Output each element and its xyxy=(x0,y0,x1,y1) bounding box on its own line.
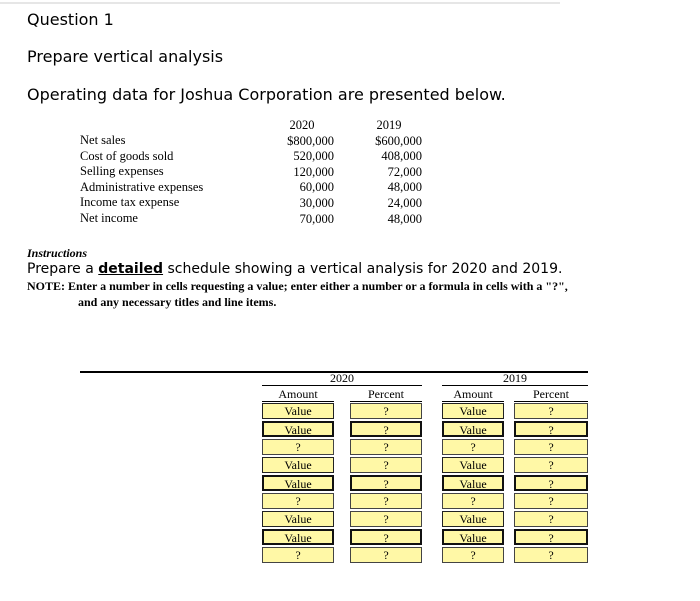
row-label: Net income xyxy=(80,210,138,225)
amount-header-2020: Amount xyxy=(278,387,318,401)
percent-2019-input[interactable]: ? xyxy=(514,493,588,509)
percent-2020-input[interactable]: ? xyxy=(350,529,422,545)
top-divider xyxy=(0,2,560,4)
amount-2020-input[interactable]: Value xyxy=(262,457,334,473)
operating-data-2020-column xyxy=(270,118,334,227)
year-header-2019: 2019 xyxy=(376,118,402,132)
amount-2019-input[interactable]: Value xyxy=(442,457,504,473)
amount-header-2020-underline xyxy=(262,401,334,402)
percent-2020-input[interactable]: ? xyxy=(350,439,422,455)
percent-header-2020-underline xyxy=(350,401,422,402)
percent-2019-input[interactable]: ? xyxy=(514,457,588,473)
instructions-emphasis: detailed xyxy=(98,261,164,277)
question-subtitle: Prepare vertical analysis xyxy=(27,47,224,66)
value-cell: 24,000 xyxy=(387,195,422,210)
value-cell: 120,000 xyxy=(293,164,334,179)
row-label: Selling expenses xyxy=(80,164,164,179)
row-label: Net sales xyxy=(80,133,126,147)
amount-2020-input[interactable]: Value xyxy=(262,475,334,491)
amount-2020-input[interactable]: ? xyxy=(262,547,334,563)
amount-2020-input[interactable]: Value xyxy=(262,403,334,419)
percent-2020-input[interactable]: ? xyxy=(350,493,422,509)
percent-header-2020: Percent xyxy=(368,387,404,401)
percent-2019-input[interactable]: ? xyxy=(514,547,588,563)
note-line-1: NOTE: Enter a number in cells requesting a value; enter either a number or a formula in cells with a "?", xyxy=(27,279,568,293)
instructions-heading: Instructions xyxy=(27,246,88,260)
row-label: Administrative expenses xyxy=(80,179,204,194)
percent-2019-input[interactable]: ? xyxy=(514,475,588,491)
amount-2020-input[interactable]: ? xyxy=(262,439,334,455)
instructions-text-after: schedule showing a vertical analysis for 2020 and 2019. xyxy=(163,261,563,277)
schedule-year-2020: 2020 xyxy=(330,371,354,385)
amount-2019-input[interactable]: Value xyxy=(442,403,504,419)
amount-2019-input[interactable]: Value xyxy=(442,529,504,545)
amount-header-2019: Amount xyxy=(453,387,493,401)
year-2019-underline xyxy=(442,385,588,386)
value-cell: $800,000 xyxy=(287,133,334,148)
percent-2020-input[interactable]: ? xyxy=(350,457,422,473)
year-2020-underline xyxy=(262,385,422,386)
amount-header-2019-underline xyxy=(442,401,504,402)
percent-2019-input[interactable]: ? xyxy=(514,421,588,437)
percent-2019-input[interactable]: ? xyxy=(514,403,588,419)
schedule-year-2019: 2019 xyxy=(503,371,527,385)
amount-2019-input[interactable]: ? xyxy=(442,547,504,563)
percent-header-2019: Percent xyxy=(533,387,569,401)
row-label: Cost of goods sold xyxy=(80,148,174,163)
amount-2019-input[interactable]: Value xyxy=(442,421,504,437)
percent-2020-input[interactable]: ? xyxy=(350,421,422,437)
percent-2019-input[interactable]: ? xyxy=(514,511,588,527)
amount-2020-input[interactable]: Value xyxy=(262,421,334,437)
percent-2020-input[interactable]: ? xyxy=(350,547,422,563)
amount-2019-input[interactable]: Value xyxy=(442,511,504,527)
value-cell: 520,000 xyxy=(293,149,334,164)
row-label: Income tax expense xyxy=(80,195,180,210)
note-line-2: and any necessary titles and line items. xyxy=(78,295,277,309)
intro-text: Operating data for Joshua Corporation are presented below. xyxy=(27,85,506,104)
percent-header-2019-underline xyxy=(514,401,588,402)
value-cell: 48,000 xyxy=(387,211,422,226)
amount-2020-input[interactable]: ? xyxy=(262,493,334,509)
value-cell: 48,000 xyxy=(387,180,422,195)
operating-data-2019-column xyxy=(356,118,422,227)
percent-2020-input[interactable]: ? xyxy=(350,475,422,491)
value-cell: 70,000 xyxy=(299,211,334,226)
instructions-text-before: Prepare a xyxy=(27,261,99,277)
instructions-text xyxy=(27,261,562,277)
amount-2019-input[interactable]: ? xyxy=(442,439,504,455)
value-cell: 408,000 xyxy=(381,149,422,164)
percent-2020-input[interactable]: ? xyxy=(350,511,422,527)
value-cell: $600,000 xyxy=(375,133,422,148)
year-header-2020: 2020 xyxy=(289,118,315,132)
question-title: Question 1 xyxy=(27,10,114,29)
percent-2020-input[interactable]: ? xyxy=(350,403,422,419)
value-cell: 30,000 xyxy=(299,195,334,210)
amount-2019-input[interactable]: ? xyxy=(442,493,504,509)
amount-2020-input[interactable]: Value xyxy=(262,529,334,545)
instructions-note xyxy=(27,278,568,310)
operating-data-labels xyxy=(80,133,203,227)
value-cell: 72,000 xyxy=(387,164,422,179)
amount-2019-input[interactable]: Value xyxy=(442,475,504,491)
value-cell: 60,000 xyxy=(299,180,334,195)
percent-2019-input[interactable]: ? xyxy=(514,439,588,455)
percent-2019-input[interactable]: ? xyxy=(514,529,588,545)
amount-2020-input[interactable]: Value xyxy=(262,511,334,527)
